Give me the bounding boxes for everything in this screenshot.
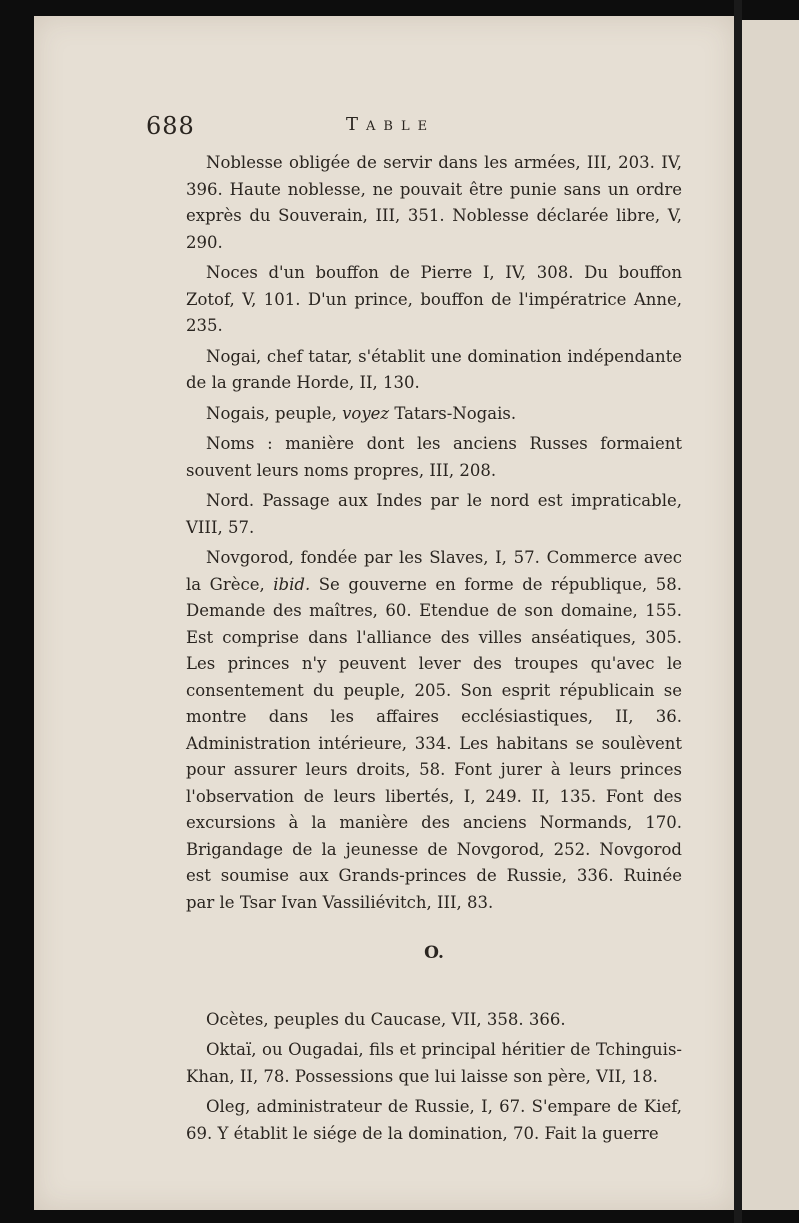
entry-noces: Noces d'un bouffon de Pierre I, IV, 308. Du bouffon Zotof, V, 101. D'un prince, bouffon de l'impératrice Anne, 235. bbox=[186, 263, 682, 335]
page-header bbox=[146, 112, 506, 142]
section-heading: O. bbox=[424, 943, 444, 963]
entry-noms: Noms : manière dont les anciens Russes formaient souvent leurs noms propres, III, 208. bbox=[186, 434, 682, 480]
page-number: 688 bbox=[146, 112, 195, 140]
italic-ref: ibid. bbox=[273, 574, 311, 594]
entry-nogai: Nogai, chef tatar, s'établit une domination indépendante de la grande Horde, II, 130. bbox=[186, 346, 682, 392]
entry-noblesse: Noblesse obligée de servir dans les armées, III, 203. IV, 396. Haute noblesse, ne pouvait être punie sans un ordre exprès du Souverain, III, 351. Noblesse déclarée libre, V, 290. bbox=[186, 153, 682, 252]
facing-page-edge bbox=[742, 20, 799, 1210]
running-title: Table bbox=[346, 114, 436, 135]
index-text bbox=[186, 150, 682, 1151]
entry-oktai: Oktaï, ou Ougadai, fils et principal héritier de Tchinguis-Khan, II, 78. Possessions que lui laisse son père, VII, 18. bbox=[186, 1040, 682, 1086]
entry-nord: Nord. Passage aux Indes par le nord est impraticable, VIII, 57. bbox=[186, 491, 682, 537]
entry-nogais: Nogais, peuple, voyez Tatars-Nogais. bbox=[206, 403, 517, 423]
entry-oleg: Oleg, administrateur de Russie, I, 67. S'empare de Kief, 69. Y établit le siége de la domination, 70. Fait la guerre bbox=[186, 1097, 682, 1143]
entry-ocetes: Ocètes, peuples du Caucase, VII, 358. 366. bbox=[206, 1009, 566, 1029]
entry-novgorod: Novgorod, fondée par les Slaves, I, 57. Commerce avec la Grèce, ibid. Se gouverne en forme de république, 58. Demande des maîtres, 60. Etendue de son domaine, 155. Est comprise dans l'alliance des villes anséatiques, 305. Les princes n'y peuvent lever des troupes qu'avec le consentement du peuple, 205. Son esprit républicain se montre dans les affaires ecclésiastiques, II, 36. Administration intérieure, 334. Les habitans se soulèvent pour assurer leurs droits, 58. Font jurer à leurs princes l'observation de leurs libertés, I, 249. II, 135. Font des excursions à la manière des anciens Normands, 170. Brigandage de la jeunesse de Novgorod, 252. Novgorod est soumise aux Grands-princes de Russie, 336. Ruinée par le Tsar Ivan Vassiliévitch, III, 83. bbox=[186, 548, 682, 912]
book-spine bbox=[734, 0, 742, 1223]
italic-ref: voyez bbox=[342, 403, 390, 423]
